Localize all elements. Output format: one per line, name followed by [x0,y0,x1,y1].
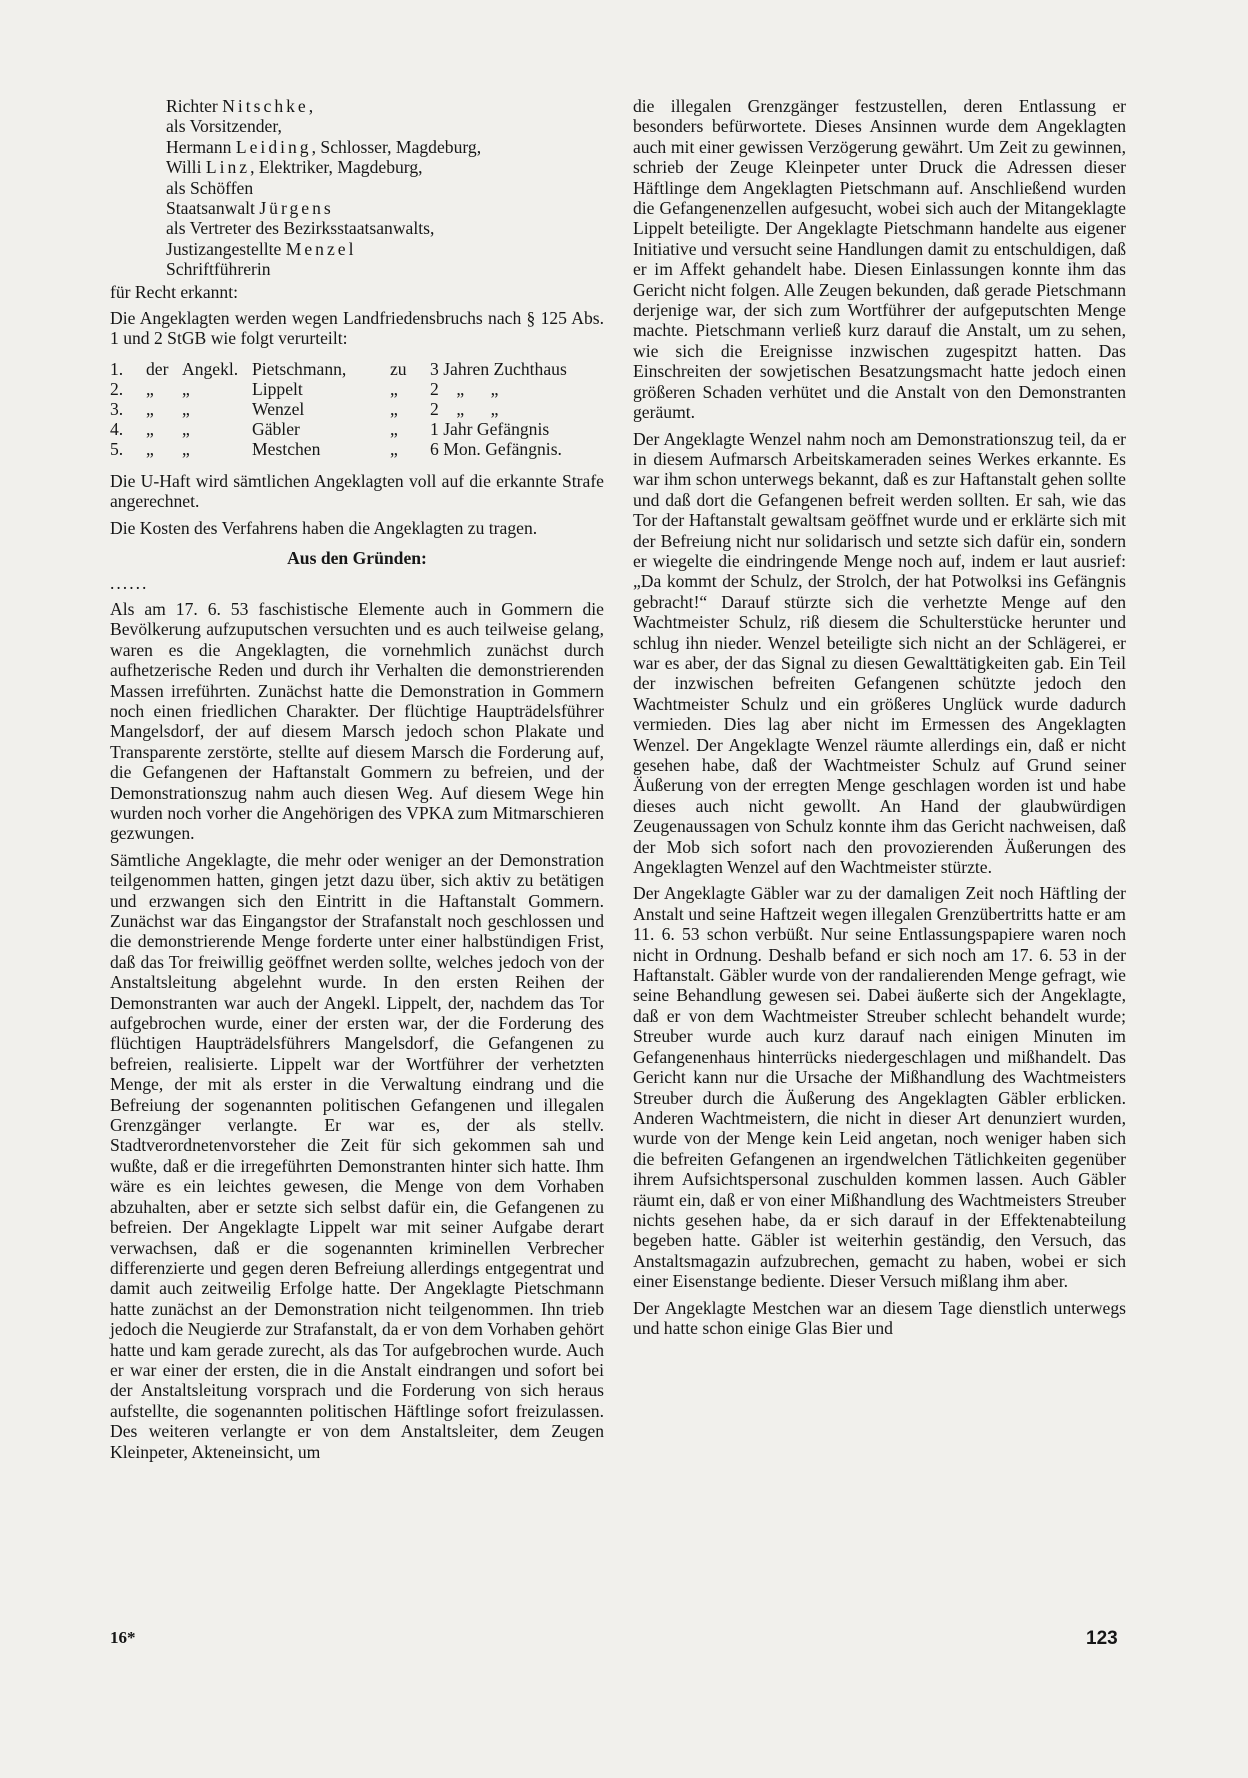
verdict-intro: für Recht erkannt: [110,281,238,302]
left-column [110,96,604,1468]
body-paragraph: die illegalen Grenzgänger festzustellen, deren Entlassung er besonders befürwortete. Dieses Ansinnen wurde dem Angeklagten auch mit einer gewissen Verzögerung gewährt. Um Zeit zu gewinnen, schrieb der Zeuge Kleinpeter unter Druck die Adressen dieser Häftlinge dem Angeklagten Pietschmann auf. Anschließend wurden die Gefangenenzellen aufgesucht, wobei sich auch der Mitangeklagte Lippelt beteiligte. Der Angeklagte Pietschmann handelte aus eigener Initiative und versucht seine Handlungen damit zu entschuldigen, daß er im Affekt gehandelt habe. Diesen Einlassungen konnte ihm das Gericht nicht folgen. Alle Zeugen bekunden, daß gerade Pietschmann derjenige war, der sich zum Wortführer der aufgeputschten Menge machte. Pietschmann verließ kurz darauf die Anstalt, um zu sehen, wie sich die Ereignisse inzwischen zugespitzt hatten. Das Einschreiten der sowjetischen Besatzungsmacht hatte jedoch einen größeren Schaden verhütet und die Anstalt von den Demonstranten geräumt. [633,96,1126,423]
court-line: Justizangestellte Menzel [166,238,357,259]
ellipsis: ...... [110,572,149,593]
uhaft-paragraph: Die U-Haft wird sämtlichen Angeklagten voll auf die erkannte Strafe angerechnet. [110,470,604,512]
sentence-row: 3. „ „ Wenzel „ 2 „ „ [110,398,499,419]
body-paragraph: Der Angeklagte Mestchen war an diesem Tage dienstlich unterwegs und hatte schon einige Glas Bier und [633,1297,1126,1338]
court-line: Richter Nitschke, [166,96,314,116]
court-line: Hermann Leiding, Schlosser, Magdeburg, [166,136,482,157]
body-paragraph: Der Angeklagte Gäbler war zu der damaligen Zeit noch Häftling der Anstalt und seine Haftzeit wegen illegalen Grenzübertritts hatte er am 11. 6. 53 schon verbüßt. Nur seine Entlassungspapiere waren noch nicht in Ordnung. Deshalb befand er sich noch am 17. 6. 53 in der Haftanstalt. Gäbler wurde von der randalierenden Menge gefragt, wie seine Behandlung gewesen sei. Dabei äußerte sich der Angeklagte, daß er von dem Wachtmeister Streuber schlecht behandelt wurde; Streuber wurde auch kurz darauf nach einigen Minuten im Gefangenenhaus hinterrücks niedergeschlagen und mißhandelt. Das Gericht kann nur die Ursache der Mißhandlung des Wachtmeisters Streuber durch die Äußerung des Angeklagten Gäbler erblicken. Anderen Wachtmeistern, die nicht in dieser Art denunziert wurden, wurde von der Menge kein Leid angetan, noch weniger haben sich die befreiten Gefangenen an irgendwelchen Tätlichkeiten gegenüber ihrem Aufsichtspersonal zuschulden kommen lassen. Auch Gäbler räumt ein, daß er von einer Mißhandlung des Wachtmeisters Streuber nichts gesehen habe, da er sich darauf in der Effektenabteilung begeben hatte. Gäbler ist weiterhin geständig, den Versuch, das Anstaltsmagazin aufzubrechen, gemacht zu haben, wobei er sich einer Eisenstange bediente. Dieser Versuch mißlang ihm aber. [633,883,1126,1292]
court-composition [110,96,604,280]
court-line: als Schöffen [166,177,254,198]
body-paragraph: Der Angeklagte Wenzel nahm noch am Demonstrationszug teil, da er in diesem Aufmarsch Arbeitskameraden seines Werkes erkannte. Es war ihm schon unterwegs bekannt, daß es zur Haftanstalt gehen sollte und daß dort die Gefangenen befreit werden sollten. Er sah, wie das Tor der Haftanstalt gewaltsam geöffnet wurde und er erklärte sich mit der Befreiung nicht nur solidarisch und setzte sich dafür ein, sondern er wiegelte die eindringende Menge noch auf, indem er laut ausrief: „Da kommt der Schulz, der Strolch, der hat Potwolksi ins Gefängnis gebracht!“ Darauf stürzte sich die verhetzte Menge auf den Wachtmeister Schulz, riß diesem die Schulterstücke herunter und schlug ihn nieder. Wenzel beteiligte sich nicht an der Schlägerei, er war es aber, der das Signal zu diesen Gewalttätigkeiten gab. Ein Teil der inzwischen befreiten Gefangenen schützte jedoch den Wachtmeister Schulz und ein größeres Unglück wurde dadurch vermieden. Dies lag aber nicht im Ermessen des Angeklagten Wenzel. Der Angeklagte Wenzel räumte allerdings ein, daß er nicht gesehen habe, daß der Wachtmeister Schulz auf Grund seiner Äußerung von der erregten Menge geschlagen worden ist und habe dieses auch nicht gewollt. An Hand der glaubwürdigen Zeugenaussagen von Schulz konnte ihm das Gericht nachweisen, daß der Mob sich sofort nach den provozierenden Äußerungen des Angeklagten Wenzel auf den Wachtmeister stürzte. [633,428,1126,878]
sentence-row: 4. „ „ Gäbler „ 1 Jahr Gefängnis [110,418,550,439]
costs-paragraph: Die Kosten des Verfahrens haben die Angeklagten zu tragen. [110,517,538,538]
sentence-row: 5. „ „ Mestchen „ 6 Mon. Gefängnis. [110,438,562,459]
court-line: als Vorsitzender, [166,116,282,137]
page-number: 123 [1086,1628,1118,1649]
court-line: Staatsanwalt Jürgens [166,198,334,219]
court-line: Willi Linz, Elektriker, Magdeburg, [166,157,423,178]
body-paragraph: Sämtliche Angeklagte, die mehr oder weniger an der Demonstration teilgenommen hatten, gingen jetzt dazu über, sich aktiv zu betätigen und erzwangen sich den Eintritt in die Haftanstalt Gommern. Zunächst war das Eingangstor der Strafanstalt noch geschlossen und die demonstrierende Menge forderte unter einer halbstündigen Frist, daß das Tor freiwillig geöffnet werden sollte, welches jedoch von der Anstaltsleitung abgelehnt wurde. In den ersten Reihen der Demonstranten war auch der Angekl. Lippelt, der, nachdem das Tor aufgebrochen wurde, einer der ersten war, der die Forderung des flüchtigen Haupträdelsführers Mangelsdorf, die Gefangenen zu befreien, realisierte. Lippelt war der Wortführer der verhetzten Menge, der mit als erster in die Verwaltung eindrang und die Befreiung der sogenannten politischen Gefangenen und illegalen Grenzgänger verlangte. Er war es, der als stellv. Stadtverordnetenvorsteher die Zeit für sich gekommen sah und wußte, daß er die irregeführten Demonstranten hinter sich hatte. Ihm wäre es ein leichtes gewesen, die Menge von dem Vorhaben abzuhalten, aber er setzte sich selbst dafür ein, die Gefangenen zu befreien. Der Angeklagte Lippelt war mit seiner Aufgabe derart verwachsen, daß er die sogenannten kriminellen Verbrecher differenzierte und gegen deren Befreiung allerdings entgegentrat und damit auch zeitweilig Erfolge hatte. Der Angeklagte Pietschmann hatte zunächst an der Demonstration nicht teilgenommen. Ihn trieb jedoch die Neugierde zur Strafanstalt, da er von dem Vorhaben gehört hatte und kam gerade zurecht, als das Tor aufgebrochen wurde. Auch er war einer der ersten, die in die Anstalt eindrangen und sofort bei der Anstaltsleitung vorsprach und die Forderung von sich heraus aufstellte, die sogenannten politischen Häftlinge sofort freizulassen. Des weiteren verlangte er von dem Anstaltsleiter, dem Zeugen Kleinpeter, Akteneinsicht, um [110,849,604,1462]
body-paragraph: Als am 17. 6. 53 faschistische Elemente auch in Gommern die Bevölkerung aufzuputschen versuchten und es auch teilweise gelang, waren es die Angeklagten, die vornehmlich zunächst durch aufhetzerische Reden und durch ihr Verhalten die demonstrierenden Massen irreführten. Zunächst hatte die Demonstration in Gommern noch einen friedlichen Charakter. Der flüchtige Haupträdelsführer Mangelsdorf, der auf diesem Marsch jedoch schon Plakate und Transparente zerstörte, stellte auf diesem Marsch die Forderung auf, die Gefangenen der Haftanstalt Gommern zu befreien, und der Demonstrationszug nahm auch diesen Weg. Auf diesem Wege hin wurden noch vorher die Angehörigen des VPKA zum Mitmarschieren gezwungen. [110,598,604,844]
sentence-row: 1. der Angekl. Pietschmann, zu 3 Jahren Zuchthaus [110,358,567,379]
court-line: als Vertreter des Bezirksstaatsanwalts, [166,218,435,239]
section-heading: Aus den Gründen: [287,548,427,569]
sentence-row: 2. „ „ Lippelt „ 2 „ „ [110,378,499,399]
signature-mark: 16* [110,1628,136,1647]
sentence-table [110,359,584,459]
right-column [633,96,1126,1344]
court-line: Schriftführerin [166,259,271,280]
verdict-paragraph: Die Angeklagten werden wegen Landfriedensbruchs nach § 125 Abs. 1 und 2 StGB wie folgt verurteilt: [110,308,604,349]
